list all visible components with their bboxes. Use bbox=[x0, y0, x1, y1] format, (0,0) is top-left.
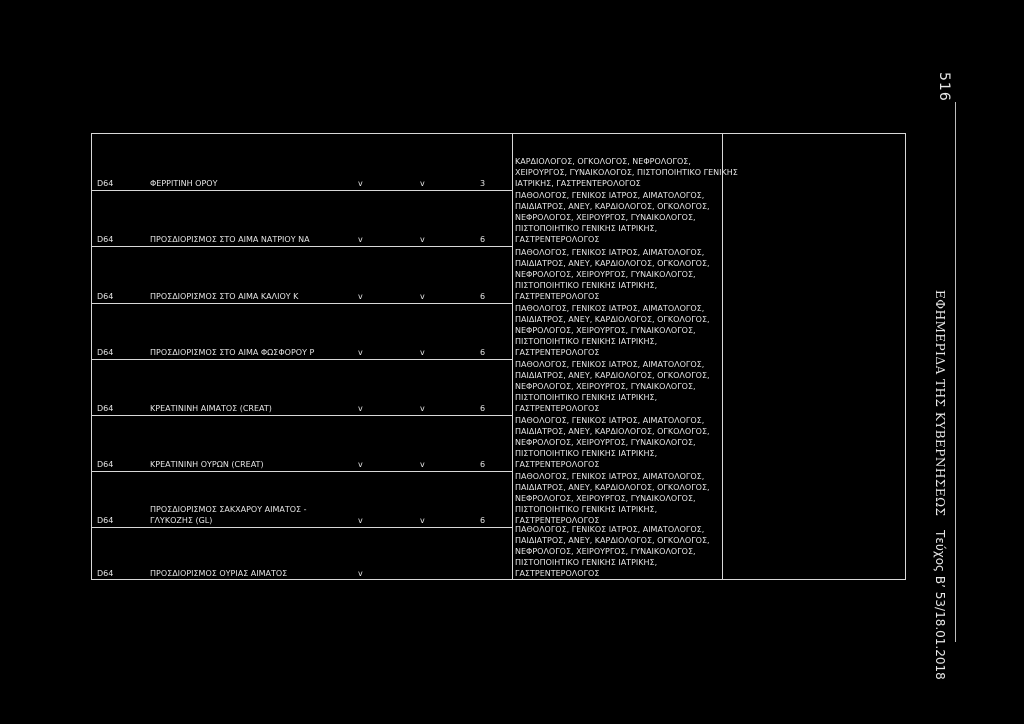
flag-column-2: v bbox=[420, 516, 425, 525]
specialty-text: ΠΑΘΟΛΟΓΟΣ, ΓΕΝΙΚΟΣ ΙΑΤΡΟΣ, ΑΙΜΑΤΟΛΟΓΟΣ, bbox=[515, 304, 705, 313]
exam-code: D64 bbox=[97, 569, 114, 578]
specialty-text: ΠΙΣΤΟΠΟΙΗΤΙΚΟ ΓΕΝΙΚΗΣ ΙΑΤΡΙΚΗΣ, bbox=[515, 558, 658, 567]
header-rule bbox=[955, 102, 956, 642]
page-number: 516 bbox=[936, 72, 952, 102]
frequency-count: 6 bbox=[480, 292, 486, 301]
frequency-count: 3 bbox=[480, 179, 486, 188]
exam-code: D64 bbox=[97, 404, 114, 413]
exam-name: ΠΡΟΣΔΙΟΡΙΣΜΟΣ ΣΑΚΧΑΡΟΥ ΑΙΜΑΤΟΣ - bbox=[150, 505, 307, 514]
specialty-text: ΝΕΦΡΟΛΟΓΟΣ, ΧΕΙΡΟΥΡΓΟΣ, ΓΥΝΑΙΚΟΛΟΓΟΣ, bbox=[515, 438, 696, 447]
specialty-text: ΠΑΘΟΛΟΓΟΣ, ΓΕΝΙΚΟΣ ΙΑΤΡΟΣ, ΑΙΜΑΤΟΛΟΓΟΣ, bbox=[515, 191, 705, 200]
table-row bbox=[92, 471, 905, 527]
exam-name: ΠΡΟΣΔΙΟΡΙΣΜΟΣ ΣΤΟ ΑΙΜΑ ΦΩΣΦΟΡΟΥ P bbox=[150, 348, 315, 357]
exam-name: ΦΕΡΡΙΤΙΝΗ ΟΡΟΥ bbox=[150, 179, 218, 188]
issue-info: Τεύχος Β’ 53/18.01.2018 bbox=[933, 530, 947, 680]
specialty-text: ΠΑΙΔΙΑΤΡΟΣ, ΑΝΕΥ, ΚΑΡΔΙΟΛΟΓΟΣ, ΟΓΚΟΛΟΓΟΣ, bbox=[515, 427, 710, 436]
exam-table bbox=[91, 133, 906, 580]
specialty-text: ΠΑΙΔΙΑΤΡΟΣ, ΑΝΕΥ, ΚΑΡΔΙΟΛΟΓΟΣ, ΟΓΚΟΛΟΓΟΣ, bbox=[515, 371, 710, 380]
flag-column-1: v bbox=[358, 516, 363, 525]
specialty-text: ΠΑΙΔΙΑΤΡΟΣ, ΑΝΕΥ, ΚΑΡΔΙΟΛΟΓΟΣ, ΟΓΚΟΛΟΓΟΣ, bbox=[515, 202, 710, 211]
specialty-text: ΧΕΙΡΟΥΡΓΟΣ, ΓΥΝΑΙΚΟΛΟΓΟΣ, ΠΙΣΤΟΠΟΙΗΤΙΚΟ ΓΕΝΙΚΗΣ bbox=[515, 168, 738, 177]
specialty-text: ΠΑΘΟΛΟΓΟΣ, ΓΕΝΙΚΟΣ ΙΑΤΡΟΣ, ΑΙΜΑΤΟΛΟΓΟΣ, bbox=[515, 360, 705, 369]
table-row bbox=[92, 527, 905, 580]
specialty-text: ΓΑΣΤΡΕΝΤΕΡΟΛΟΓΟΣ bbox=[515, 235, 600, 244]
specialty-text: ΠΑΙΔΙΑΤΡΟΣ, ΑΝΕΥ, ΚΑΡΔΙΟΛΟΓΟΣ, ΟΓΚΟΛΟΓΟΣ, bbox=[515, 483, 710, 492]
flag-column-2: v bbox=[420, 292, 425, 301]
gazette-title: ΕΦΗΜΕΡΙΔΑ ΤΗΣ ΚΥΒΕΡΝΗΣΕΩΣ bbox=[933, 290, 947, 517]
flag-column-2: v bbox=[420, 179, 425, 188]
exam-name: ΚΡΕΑΤΙΝΙΝΗ ΟΥΡΩΝ (CREAT) bbox=[150, 460, 264, 469]
specialty-text: ΠΑΙΔΙΑΤΡΟΣ, ΑΝΕΥ, ΚΑΡΔΙΟΛΟΓΟΣ, ΟΓΚΟΛΟΓΟΣ, bbox=[515, 259, 710, 268]
specialty-text: ΝΕΦΡΟΛΟΓΟΣ, ΧΕΙΡΟΥΡΓΟΣ, ΓΥΝΑΙΚΟΛΟΓΟΣ, bbox=[515, 270, 696, 279]
specialty-text: ΠΑΘΟΛΟΓΟΣ, ΓΕΝΙΚΟΣ ΙΑΤΡΟΣ, ΑΙΜΑΤΟΛΟΓΟΣ, bbox=[515, 248, 705, 257]
flag-column-1: v bbox=[358, 179, 363, 188]
flag-column-1: v bbox=[358, 460, 363, 469]
table-row bbox=[92, 246, 905, 303]
flag-column-1: v bbox=[358, 292, 363, 301]
table-row bbox=[92, 303, 905, 359]
specialty-text: ΠΙΣΤΟΠΟΙΗΤΙΚΟ ΓΕΝΙΚΗΣ ΙΑΤΡΙΚΗΣ, bbox=[515, 281, 658, 290]
specialty-text: ΝΕΦΡΟΛΟΓΟΣ, ΧΕΙΡΟΥΡΓΟΣ, ΓΥΝΑΙΚΟΛΟΓΟΣ, bbox=[515, 382, 696, 391]
table-row bbox=[92, 190, 905, 246]
specialty-text: ΝΕΦΡΟΛΟΓΟΣ, ΧΕΙΡΟΥΡΓΟΣ, ΓΥΝΑΙΚΟΛΟΓΟΣ, bbox=[515, 326, 696, 335]
exam-name: ΓΛΥΚΟΖΗΣ (GL) bbox=[150, 516, 213, 525]
specialty-text: ΠΑΙΔΙΑΤΡΟΣ, ΑΝΕΥ, ΚΑΡΔΙΟΛΟΓΟΣ, ΟΓΚΟΛΟΓΟΣ, bbox=[515, 536, 710, 545]
specialty-text: ΝΕΦΡΟΛΟΓΟΣ, ΧΕΙΡΟΥΡΓΟΣ, ΓΥΝΑΙΚΟΛΟΓΟΣ, bbox=[515, 213, 696, 222]
exam-name: ΠΡΟΣΔΙΟΡΙΣΜΟΣ ΟΥΡΙΑΣ ΑΙΜΑΤΟΣ bbox=[150, 569, 288, 578]
specialty-text: ΙΑΤΡΙΚΗΣ, ΓΑΣΤΡΕΝΤΕΡΟΛΟΓΟΣ bbox=[515, 179, 641, 188]
specialty-text: ΠΑΘΟΛΟΓΟΣ, ΓΕΝΙΚΟΣ ΙΑΤΡΟΣ, ΑΙΜΑΤΟΛΟΓΟΣ, bbox=[515, 472, 705, 481]
flag-column-1: v bbox=[358, 404, 363, 413]
specialty-text: ΠΙΣΤΟΠΟΙΗΤΙΚΟ ΓΕΝΙΚΗΣ ΙΑΤΡΙΚΗΣ, bbox=[515, 449, 658, 458]
flag-column-2: v bbox=[420, 404, 425, 413]
specialty-text: ΝΕΦΡΟΛΟΓΟΣ, ΧΕΙΡΟΥΡΓΟΣ, ΓΥΝΑΙΚΟΛΟΓΟΣ, bbox=[515, 547, 696, 556]
flag-column-1: v bbox=[358, 348, 363, 357]
flag-column-2: v bbox=[420, 348, 425, 357]
flag-column-1: v bbox=[358, 569, 363, 578]
specialty-text: ΓΑΣΤΡΕΝΤΕΡΟΛΟΓΟΣ bbox=[515, 569, 600, 578]
exam-code: D64 bbox=[97, 292, 114, 301]
specialty-text: ΠΑΙΔΙΑΤΡΟΣ, ΑΝΕΥ, ΚΑΡΔΙΟΛΟΓΟΣ, ΟΓΚΟΛΟΓΟΣ, bbox=[515, 315, 710, 324]
specialty-text: ΚΑΡΔΙΟΛΟΓΟΣ, ΟΓΚΟΛΟΓΟΣ, ΝΕΦΡΟΛΟΓΟΣ, bbox=[515, 157, 691, 166]
specialty-text: ΠΙΣΤΟΠΟΙΗΤΙΚΟ ΓΕΝΙΚΗΣ ΙΑΤΡΙΚΗΣ, bbox=[515, 505, 658, 514]
specialty-text: ΓΑΣΤΡΕΝΤΕΡΟΛΟΓΟΣ bbox=[515, 348, 600, 357]
specialty-text: ΝΕΦΡΟΛΟΓΟΣ, ΧΕΙΡΟΥΡΓΟΣ, ΓΥΝΑΙΚΟΛΟΓΟΣ, bbox=[515, 494, 696, 503]
specialty-text: ΓΑΣΤΡΕΝΤΕΡΟΛΟΓΟΣ bbox=[515, 404, 600, 413]
exam-name: ΠΡΟΣΔΙΟΡΙΣΜΟΣ ΣΤΟ ΑΙΜΑ ΝΑΤΡΙΟΥ NA bbox=[150, 235, 310, 244]
flag-column-2: v bbox=[420, 460, 425, 469]
exam-name: ΠΡΟΣΔΙΟΡΙΣΜΟΣ ΣΤΟ ΑΙΜΑ ΚΑΛΙΟΥ Κ bbox=[150, 292, 299, 301]
frequency-count: 6 bbox=[480, 460, 486, 469]
exam-code: D64 bbox=[97, 516, 114, 525]
table-row bbox=[92, 415, 905, 471]
table-row bbox=[92, 359, 905, 415]
specialty-text: ΓΑΣΤΡΕΝΤΕΡΟΛΟΓΟΣ bbox=[515, 460, 600, 469]
frequency-count: 6 bbox=[480, 404, 486, 413]
flag-column-1: v bbox=[358, 235, 363, 244]
exam-code: D64 bbox=[97, 348, 114, 357]
specialty-text: ΠΑΘΟΛΟΓΟΣ, ΓΕΝΙΚΟΣ ΙΑΤΡΟΣ, ΑΙΜΑΤΟΛΟΓΟΣ, bbox=[515, 416, 705, 425]
frequency-count: 6 bbox=[480, 516, 486, 525]
specialty-text: ΠΙΣΤΟΠΟΙΗΤΙΚΟ ΓΕΝΙΚΗΣ ΙΑΤΡΙΚΗΣ, bbox=[515, 393, 658, 402]
specialty-text: ΠΙΣΤΟΠΟΙΗΤΙΚΟ ΓΕΝΙΚΗΣ ΙΑΤΡΙΚΗΣ, bbox=[515, 224, 658, 233]
specialty-text: ΓΑΣΤΡΕΝΤΕΡΟΛΟΓΟΣ bbox=[515, 292, 600, 301]
table-row bbox=[92, 134, 905, 190]
frequency-count: 6 bbox=[480, 348, 486, 357]
exam-code: D64 bbox=[97, 179, 114, 188]
specialty-text: ΠΙΣΤΟΠΟΙΗΤΙΚΟ ΓΕΝΙΚΗΣ ΙΑΤΡΙΚΗΣ, bbox=[515, 337, 658, 346]
frequency-count: 6 bbox=[480, 235, 486, 244]
specialty-text: ΓΑΣΤΡΕΝΤΕΡΟΛΟΓΟΣ bbox=[515, 516, 600, 525]
exam-code: D64 bbox=[97, 460, 114, 469]
exam-code: D64 bbox=[97, 235, 114, 244]
exam-name: ΚΡΕΑΤΙΝΙΝΗ ΑΙΜΑΤΟΣ (CREAT) bbox=[150, 404, 272, 413]
specialty-text: ΠΑΘΟΛΟΓΟΣ, ΓΕΝΙΚΟΣ ΙΑΤΡΟΣ, ΑΙΜΑΤΟΛΟΓΟΣ, bbox=[515, 525, 705, 534]
flag-column-2: v bbox=[420, 235, 425, 244]
